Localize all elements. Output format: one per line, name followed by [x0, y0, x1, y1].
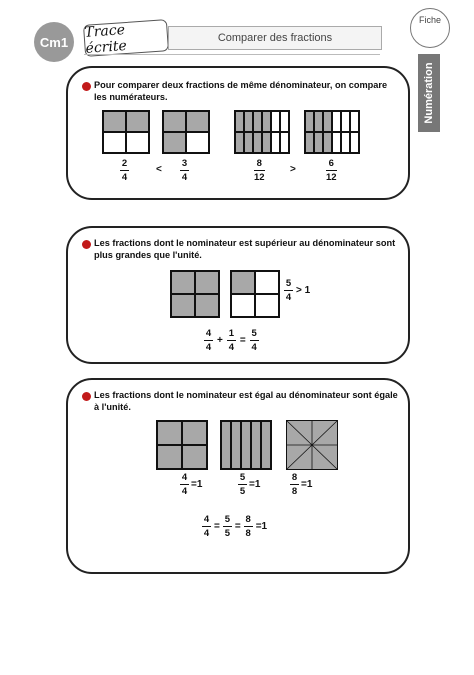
- fraction-grid-5-5-unit: [220, 420, 272, 470]
- numerator: 5: [251, 328, 257, 339]
- fraction-5-4-result: [250, 328, 259, 353]
- equals-sign: =: [214, 521, 220, 532]
- fraction-5-5: [223, 514, 232, 539]
- rule-text: Les fractions dont le nominateur est égal au dénominateur sont égale à l'unité.: [94, 390, 398, 412]
- fraction-4-4-equals-one: [180, 472, 202, 497]
- fraction-8-8-equals-one: [290, 472, 312, 497]
- equals-one: =1: [191, 479, 203, 490]
- fraction-sum: [204, 328, 259, 353]
- denominator: 5: [239, 486, 246, 497]
- numerator: 5: [224, 514, 230, 525]
- numerator: 5: [285, 278, 292, 289]
- numerator: 3: [181, 158, 188, 169]
- fraction-grid-3-4: [162, 110, 210, 154]
- denominator: 4: [285, 292, 292, 303]
- denominator: 4: [251, 342, 257, 353]
- rule-text: Les fractions dont le nominateur est supérieur au dénominateur sont plus grandes que l'unité.: [94, 238, 396, 260]
- header-rule: [84, 54, 380, 55]
- numerator: 8: [256, 158, 262, 169]
- numerator: 4: [203, 514, 210, 525]
- denominator: 4: [181, 486, 188, 497]
- denominator: 8: [291, 486, 298, 497]
- fraction-4-4: [180, 472, 189, 497]
- fraction-8-8: [290, 472, 299, 497]
- plus-sign: +: [217, 335, 223, 346]
- denominator: 8: [245, 528, 251, 539]
- denominator: 12: [254, 172, 265, 183]
- fraction-5-4: [284, 278, 293, 303]
- greater-than-sign: >: [290, 164, 296, 175]
- rule-panel-same-denominator: [66, 66, 410, 200]
- fraction-5-5-equals-one: [238, 472, 260, 497]
- equals-sign: =: [239, 335, 246, 346]
- denominator: 5: [224, 528, 230, 539]
- subject-tab-label: Numération: [423, 62, 435, 124]
- fraction-3-4: [180, 158, 189, 183]
- numerator: 6: [328, 158, 334, 169]
- fraction-5-5: [238, 472, 247, 497]
- fraction-1-4: [227, 328, 236, 353]
- fraction-8-12: [254, 158, 265, 183]
- bullet-icon: [82, 392, 91, 401]
- denominator: 4: [205, 342, 212, 353]
- greater-than-one: > 1: [296, 285, 311, 296]
- denominator: 4: [228, 342, 234, 353]
- numerator: 4: [181, 472, 188, 483]
- page-title: Comparer des fractions: [168, 26, 382, 50]
- fraction-6-12: [326, 158, 337, 183]
- fraction-grid-2-4: [102, 110, 150, 154]
- fraction-2-4: [120, 158, 129, 183]
- bullet-icon: [82, 240, 91, 249]
- less-than-sign: <: [156, 164, 162, 175]
- numerator: 8: [291, 472, 298, 483]
- numerator: 1: [228, 328, 234, 339]
- fraction-grid-4-4-unit: [156, 420, 208, 470]
- rule-panel-equal-to-unit: [66, 378, 410, 574]
- trace-ecrite-logo: Trace écrite: [83, 19, 169, 57]
- equals-sign: =: [234, 521, 241, 532]
- bullet-icon: [82, 82, 91, 91]
- fiche-badge: Fiche: [410, 8, 450, 48]
- denominator: 4: [203, 528, 210, 539]
- equals-one: =1: [249, 479, 261, 490]
- subject-tab: [418, 54, 440, 132]
- fraction-grid-6-12: [304, 110, 360, 154]
- equals-one: =1: [301, 479, 313, 490]
- fraction-grid-8-8-unit: [286, 420, 338, 470]
- rule-panel-greater-than-unit: [66, 226, 410, 364]
- rule-text: Pour comparer deux fractions de même dénominateur, on compare les numérateurs.: [94, 80, 388, 102]
- numerator: 8: [245, 514, 251, 525]
- fraction-grid-1-4: [230, 270, 280, 318]
- fraction-4-4: [202, 514, 211, 539]
- numerator: 4: [205, 328, 212, 339]
- numerator: 5: [239, 472, 246, 483]
- denominator: 4: [181, 172, 188, 183]
- numerator: 2: [121, 158, 128, 169]
- equals-one: =1: [255, 521, 268, 532]
- fraction-grid-8-12: [234, 110, 290, 154]
- fraction-8-8: [244, 514, 253, 539]
- level-badge: Cm1: [34, 22, 74, 62]
- fraction-equality-chain: [202, 514, 267, 539]
- fraction-grid-4-4: [170, 270, 220, 318]
- fraction-4-4: [204, 328, 213, 353]
- denominator: 12: [326, 172, 337, 183]
- denominator: 4: [121, 172, 128, 183]
